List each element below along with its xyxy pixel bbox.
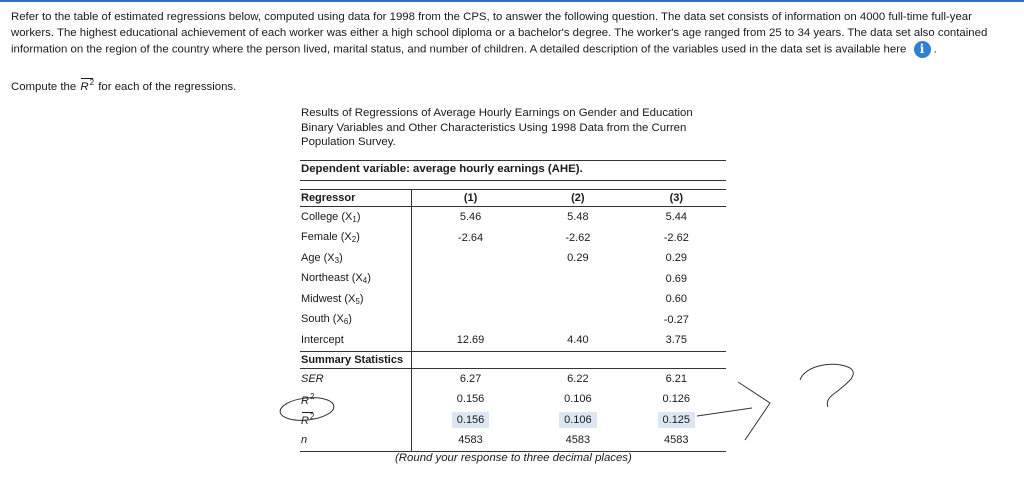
- cell: 4583: [627, 430, 726, 451]
- row-label: Northeast $(X_4)$: [301, 272, 371, 286]
- table-row: [300, 248, 726, 269]
- cell: -2.64: [411, 228, 529, 249]
- cell: [411, 248, 529, 269]
- row-label: Female $(X_2)$: [301, 231, 360, 245]
- answer-cell-2: 0.106: [559, 412, 597, 428]
- cell: 0.29: [567, 252, 589, 265]
- cell: 4.40: [567, 334, 589, 347]
- table-row-n: [300, 430, 726, 451]
- table-row: [300, 207, 726, 228]
- cell: [529, 269, 626, 290]
- question-intro-end: .: [933, 43, 937, 56]
- summary-statistics-label: Summary Statistics: [300, 351, 411, 368]
- task-instruction: [11, 78, 236, 93]
- row-label: Intercept: [301, 333, 344, 346]
- table-row: [300, 310, 726, 331]
- table-row: [300, 330, 726, 351]
- row-label: n: [300, 430, 411, 451]
- cell: 6.22: [567, 372, 589, 385]
- table-row: [300, 269, 726, 290]
- cell: [411, 269, 529, 290]
- table-header-row: [300, 190, 726, 207]
- table-caption: Results of Regressions of Average Hourly Earnings on Gender and Education Binary Variables and Other Characteristics Using 1998 Data from the Curren Population Survey.: [301, 107, 693, 148]
- cell: 0.29: [665, 252, 687, 265]
- cell: 6.21: [665, 372, 687, 385]
- task-prefix: Compute the: [11, 81, 77, 93]
- cell: [411, 310, 529, 331]
- rounding-instruction: (Round your response to three decimal places): [395, 452, 632, 464]
- row-label: Midwest $(X_5)$: [301, 292, 364, 306]
- cell: [411, 289, 529, 310]
- row-label: $R^2$: [301, 391, 315, 407]
- summary-header-row: [300, 351, 726, 368]
- cell: 5.44: [665, 211, 687, 224]
- table-row-ser: [300, 368, 726, 389]
- question-intro-text: Refer to the table of estimated regressions below, computed using data for 1998 from the CPS, to answer the following question. The data set consists of information on 4000 full-time full-year workers. The highest educational achievement of each worker was either a high school diploma or a bachelor's degree. The worker's age ranged from 25 to 34 years. The data set also contained information on the region of the country where the person lived, marital status, and number of children. A detailed description of the variables used in the data set is available here: [11, 11, 988, 56]
- row-label: College $(X_1)$: [301, 210, 361, 224]
- top-rule: [0, 0, 1024, 2]
- cell: 0.126: [662, 393, 691, 406]
- cell: 0.60: [665, 293, 687, 306]
- cell: -2.62: [663, 231, 689, 244]
- header-col-1: (1): [411, 190, 529, 207]
- row-label: South $(X_6)$: [301, 313, 352, 327]
- cell: 5.46: [411, 207, 529, 228]
- cell: 0.69: [665, 272, 687, 285]
- table-row-adjusted-r-squared: [300, 410, 726, 431]
- cell: 3.75: [665, 334, 687, 347]
- row-label: $R^2$: [301, 412, 315, 428]
- info-icon[interactable]: i: [914, 41, 931, 58]
- cell: -2.62: [565, 231, 591, 244]
- regression-table: [300, 189, 726, 452]
- cell: 12.69: [411, 330, 529, 351]
- header-col-3: (3): [627, 190, 726, 207]
- header-regressor: Regressor: [300, 190, 411, 207]
- cell: 0.106: [564, 393, 592, 406]
- table-rule-dependent: [300, 180, 726, 181]
- question-mark-scribble: [800, 364, 853, 407]
- cell: [529, 289, 626, 310]
- row-label: Age $(X_3)$: [301, 251, 343, 265]
- table-rule-top: [300, 160, 726, 161]
- cell: [529, 310, 626, 331]
- table-row-r-squared: [300, 389, 726, 410]
- answer-cell-1: 0.156: [452, 412, 490, 428]
- answer-cell-3: 0.125: [658, 412, 696, 428]
- cell: 4583: [529, 430, 626, 451]
- r-bar-squared-symbol: $R^2$: [80, 78, 95, 93]
- task-suffix: for each of the regressions.: [98, 81, 237, 93]
- dependent-variable-label: Dependent variable: average hourly earnings (AHE).: [301, 163, 583, 175]
- table-row: [300, 228, 726, 249]
- cell: 5.48: [567, 211, 589, 224]
- arrow-head: [738, 382, 770, 440]
- row-label: SER: [301, 372, 324, 385]
- cell: -0.27: [663, 313, 689, 326]
- cell: 0.156: [411, 389, 529, 410]
- table-row: [300, 289, 726, 310]
- question-intro: [11, 10, 1011, 58]
- cell: 4583: [411, 430, 529, 451]
- cell: 6.27: [411, 368, 529, 389]
- header-col-2: (2): [529, 190, 626, 207]
